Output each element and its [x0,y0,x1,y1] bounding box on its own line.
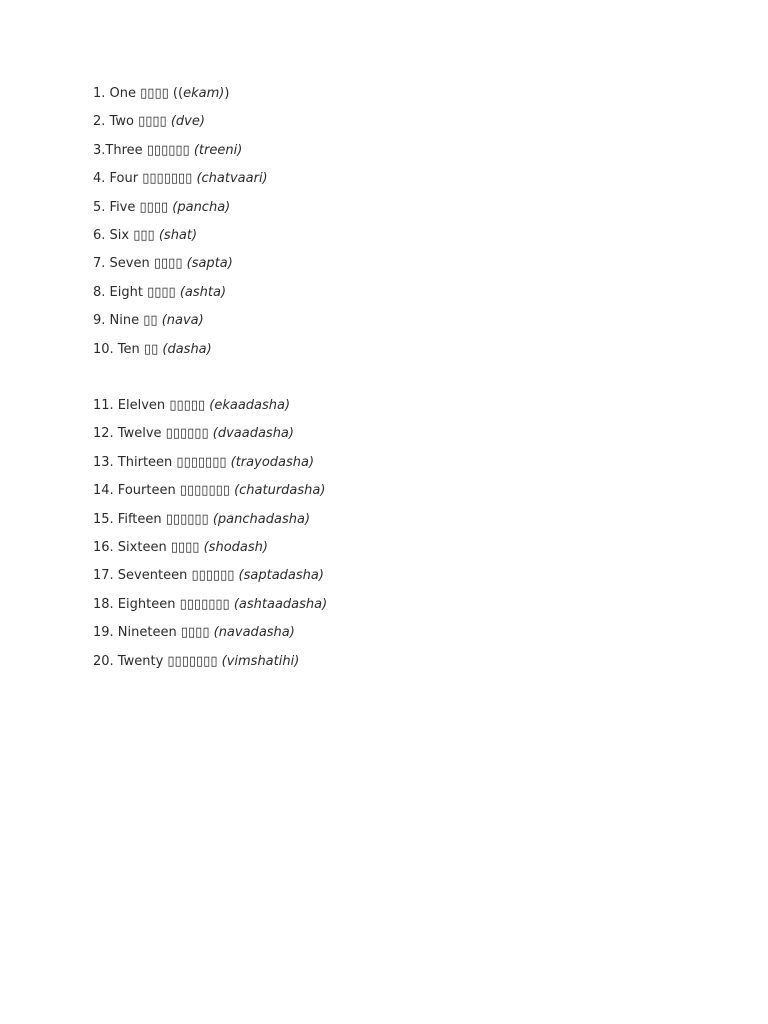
sanskrit-script: ▯▯▯▯ [153,256,183,272]
transliteration: (chaturdasha) [234,483,326,499]
transliteration: (treeni) [193,142,243,158]
sanskrit-script: ▯▯▯▯▯▯▯ [167,653,218,669]
number-list-eleven-to-twenty [93,397,327,681]
sanskrit-script: ▯▯▯▯▯ [169,398,206,413]
list-item [93,653,327,671]
list-item [93,596,327,614]
number-list-one-to-ten [93,85,268,369]
sanskrit-script: ▯▯▯▯▯▯ [165,511,209,527]
list-item [93,170,268,188]
list-item [93,397,327,415]
transliteration: (saptadasha) [238,568,324,584]
list-item [93,539,327,557]
sanskrit-script: ▯▯▯▯ [139,199,169,215]
sanskrit-script: ▯▯▯▯ [140,86,169,101]
number-label: 14. Fourteen [93,483,176,499]
list-item [93,113,268,131]
sanskrit-script: ▯▯▯▯▯▯▯ [142,171,193,187]
number-label: 11. Elelven [93,398,166,413]
number-label: 5. Five [93,199,136,215]
list-item [93,199,268,217]
number-label: 6. Six [93,227,130,243]
number-label: 7. Seven [93,256,150,272]
transliteration: (ekaadasha) [209,398,291,413]
list-item: 1. One ▯▯▯▯ ((ekam)) [93,86,230,101]
list-item [93,142,268,160]
number-label: 12. Twelve [93,426,162,442]
transliteration: (pancha) [172,199,231,215]
number-label: 18. Eighteen [93,596,176,612]
list-item [93,567,327,585]
list-item [93,482,327,500]
number-label: 13. Thirteen [93,454,173,470]
sanskrit-script: ▯▯▯▯ [138,114,167,130]
transliteration: (sapta) [186,256,233,272]
number-label: 15. Fifteen [93,511,162,527]
transliteration: (navadasha) [213,625,295,641]
sanskrit-script: ▯▯▯▯ [170,539,200,555]
sanskrit-script: ▯▯▯▯▯▯▯ [179,483,230,499]
number-label: 3.Three [93,142,143,158]
transliteration: (dasha) [162,341,212,357]
transliteration: ekam) [183,86,225,101]
transliteration: (chatvaari) [196,171,268,187]
number-label: 20. Twenty [93,653,164,669]
sanskrit-script: ▯▯▯▯ [180,625,210,641]
sanskrit-script: ▯▯▯▯▯▯ [146,142,190,158]
transliteration: (ashtaadasha) [233,596,328,612]
sanskrit-script: ▯▯▯▯▯▯▯ [179,596,230,612]
transliteration: (ashta) [179,284,227,300]
list-item [93,454,327,472]
transliteration: (shat) [158,227,198,243]
sanskrit-script: ▯▯▯ [133,227,155,243]
number-label: 9. Nine [93,313,140,329]
list-item [93,255,268,273]
number-label: 1. One [93,86,137,101]
list-item [93,227,268,245]
transliteration: (shodash) [203,539,268,555]
list-item [93,511,327,529]
transliteration: (panchadasha) [212,511,311,527]
sanskrit-script: ▯▯▯▯▯▯▯ [176,454,227,470]
sanskrit-script: ▯▯▯▯▯▯ [165,426,209,442]
sanskrit-script: ▯▯▯▯▯▯ [191,568,235,584]
list-item [93,624,327,642]
number-label: 8. Eight [93,284,143,300]
list-item [93,425,327,443]
transliteration: (nava) [161,313,204,329]
list-item [93,312,268,330]
sanskrit-script: ▯▯ [143,313,158,329]
transliteration: (vimshatihi) [221,653,300,669]
number-label: 17. Seventeen [93,568,188,584]
transliteration: (dve) [170,114,205,130]
transliteration: (trayodasha) [230,454,315,470]
list-item [93,284,268,302]
list-item [93,341,268,359]
number-label: 4. Four [93,171,139,187]
number-label: 16. Sixteen [93,539,167,555]
sanskrit-script: ▯▯▯▯ [147,284,176,300]
sanskrit-script: ▯▯ [143,341,159,357]
number-label: 2. Two [93,114,134,130]
number-label: 10. Ten [93,341,140,357]
transliteration: (dvaadasha) [212,426,294,442]
number-label: 19. Nineteen [93,625,177,641]
